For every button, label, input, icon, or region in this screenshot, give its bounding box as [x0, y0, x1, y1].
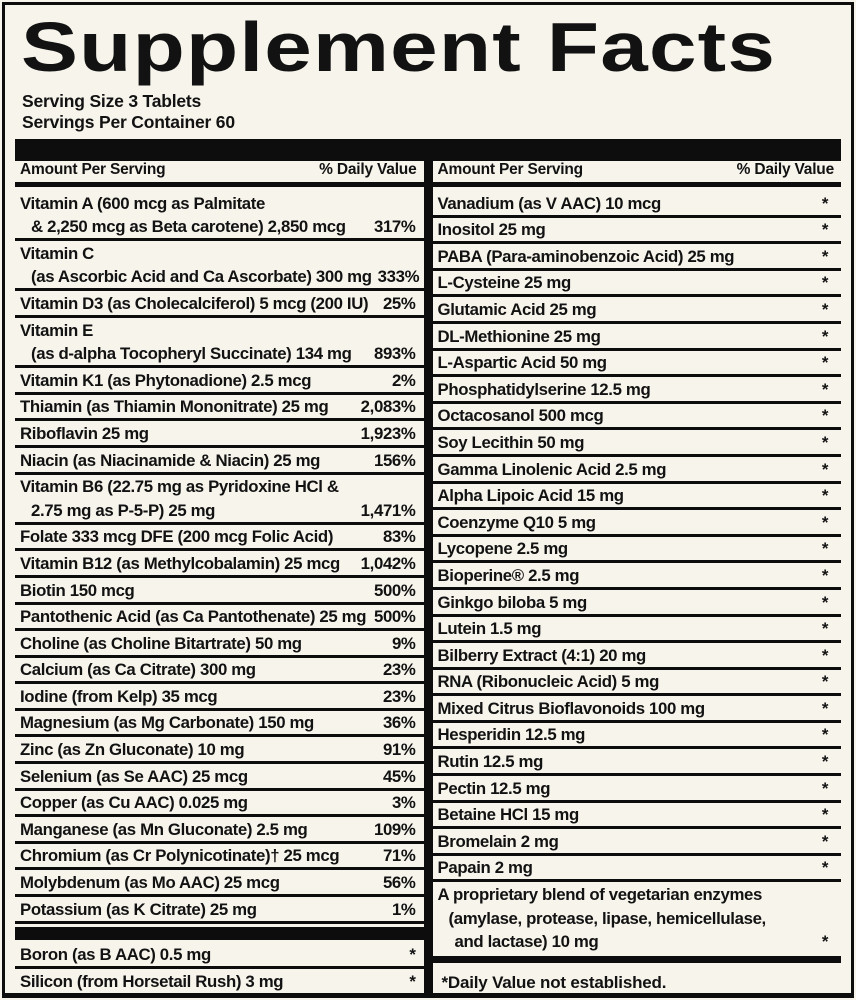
table-row — [433, 218, 842, 245]
table-row-line — [433, 696, 842, 720]
left-column — [15, 161, 424, 993]
table-row — [15, 684, 424, 711]
table-row-line — [433, 244, 842, 268]
ingredient-name: Magnesium (as Mg Carbonate) 150 mg — [20, 713, 314, 733]
table-row-line — [15, 191, 424, 215]
table-row — [15, 318, 424, 368]
ingredient-name: Vanadium (as V AAC) 10 mcg — [437, 193, 661, 213]
table-row — [15, 737, 424, 764]
daily-value: * — [821, 459, 828, 479]
ingredient-name: Choline (as Choline Bitartrate) 50 mg — [20, 633, 302, 653]
table-row-line — [15, 578, 424, 602]
daily-value: * — [821, 353, 828, 373]
table-row — [433, 457, 842, 484]
ingredient-name: Inositol 25 mg — [437, 220, 546, 240]
table-row-line — [15, 737, 424, 761]
ingredient-name: Vitamin B6 (22.75 mg as Pyridoxine HCl & — [20, 477, 339, 497]
table-row-line — [15, 551, 424, 575]
panel-title: Supplement Facts — [21, 8, 777, 86]
serving-size: Serving Size 3 Tablets — [22, 91, 202, 111]
table-row-line — [15, 844, 424, 868]
table-row-line — [433, 271, 842, 295]
table-row — [15, 421, 424, 448]
table-row — [15, 368, 424, 395]
ingredient-name: Bromelain 2 mg — [437, 831, 559, 851]
ingredient-name: and lactase) 10 mg — [454, 932, 599, 952]
ingredient-name: Rutin 12.5 mg — [437, 752, 543, 772]
daily-value: * — [821, 246, 828, 266]
ingredient-name: Phosphatidylserine 12.5 mg — [437, 379, 651, 399]
divider-bar-right-section — [433, 956, 842, 963]
table-row — [15, 870, 424, 897]
table-row — [433, 749, 842, 776]
table-row — [15, 844, 424, 871]
ingredient-name: Bilberry Extract (4:1) 20 mg — [437, 645, 646, 665]
daily-value: * — [821, 379, 828, 399]
daily-value: 1,923% — [360, 423, 416, 443]
table-row-line — [15, 943, 424, 967]
table-row-line — [15, 870, 424, 894]
table-row — [433, 696, 842, 723]
table-row-line — [15, 817, 424, 841]
daily-value: 1,042% — [360, 553, 416, 573]
table-row-line — [15, 342, 424, 366]
left-rows — [15, 191, 424, 924]
table-row-line — [433, 351, 842, 375]
table-row — [15, 764, 424, 791]
ingredient-name: DL-Methionine 25 mg — [437, 326, 601, 346]
table-row-line — [433, 856, 842, 880]
ingredient-name: Pectin 12.5 mg — [437, 778, 551, 798]
table-row — [433, 856, 842, 883]
table-row — [433, 430, 842, 457]
table-row-line — [15, 448, 424, 472]
daily-value: 3% — [391, 793, 416, 813]
ingredient-name: 2.75 mg as P-5-P) 25 mg — [31, 500, 216, 520]
ingredient-name: L-Cysteine 25 mg — [437, 273, 571, 293]
ingredient-name: RNA (Ribonucleic Acid) 5 mg — [437, 672, 659, 692]
table-row — [433, 244, 842, 271]
daily-value: * — [821, 725, 828, 745]
ingredient-name: Glutamic Acid 25 mg — [437, 299, 597, 319]
table-row-line — [433, 218, 842, 242]
table-row — [433, 803, 842, 830]
table-row-line — [15, 421, 424, 445]
table-row — [433, 191, 842, 218]
ingredient-name: (as Ascorbic Acid and Ca Ascorbate) 300 mg — [31, 267, 372, 287]
table-row-line — [433, 297, 842, 321]
daily-value: 2,083% — [360, 397, 416, 417]
ingredient-name: (as d-alpha Tocopheryl Succinate) 134 mg — [31, 344, 352, 364]
ingredient-name: Lycopene 2.5 mg — [437, 539, 568, 559]
daily-value: 9% — [391, 633, 416, 653]
daily-value: * — [821, 619, 828, 639]
table-row — [433, 563, 842, 590]
daily-value: 36% — [382, 713, 416, 733]
table-row-line — [433, 803, 842, 827]
ingredient-name: Chromium (as Cr Polynicotinate)† 25 mcg — [20, 846, 340, 866]
table-row — [15, 448, 424, 475]
daily-value: * — [821, 299, 828, 319]
daily-value: 91% — [382, 740, 416, 760]
daily-value: * — [821, 539, 828, 559]
daily-value: * — [409, 972, 416, 991]
daily-value: 1,471% — [360, 500, 416, 520]
daily-value: 56% — [382, 873, 416, 893]
table-row-line — [433, 590, 842, 614]
daily-value: 2% — [391, 370, 416, 390]
right-rows — [433, 191, 842, 953]
table-row-line — [15, 605, 424, 629]
table-row-line — [433, 191, 842, 215]
ingredient-name: Gamma Linolenic Acid 2.5 mg — [437, 459, 667, 479]
amount-per-serving-label: Amount Per Serving — [437, 161, 583, 178]
table-row — [433, 324, 842, 351]
ingredient-name: Copper (as Cu AAC) 0.025 mg — [20, 793, 248, 813]
daily-value-label: % Daily Value — [319, 161, 417, 178]
daily-value: * — [821, 486, 828, 506]
divider-bar-left-section — [15, 927, 424, 940]
table-row-line — [433, 404, 842, 428]
table-row — [433, 590, 842, 617]
table-row-line — [433, 324, 842, 348]
table-row — [433, 510, 842, 537]
table-row — [433, 723, 842, 750]
table-row-line — [15, 368, 424, 392]
ingredient-name: Vitamin E — [20, 320, 94, 340]
table-row — [433, 829, 842, 856]
table-row — [433, 271, 842, 298]
table-row — [15, 817, 424, 844]
ingredient-name: Vitamin A (600 mcg as Palmitate — [20, 193, 266, 213]
ingredient-name: Betaine HCl 15 mg — [437, 805, 579, 825]
table-row — [433, 643, 842, 670]
table-row — [15, 525, 424, 552]
table-row — [433, 404, 842, 431]
table-row — [15, 291, 424, 318]
table-row-line — [15, 711, 424, 735]
daily-value: * — [821, 672, 828, 692]
table-row — [15, 241, 424, 291]
ingredient-name: Vitamin C — [20, 243, 94, 263]
supplement-facts-panel — [2, 2, 854, 998]
table-row — [15, 475, 424, 525]
ingredient-name: Biotin 150 mcg — [20, 580, 135, 600]
ingredient-name: Lutein 1.5 mg — [437, 619, 542, 639]
table-row — [15, 631, 424, 658]
daily-value: * — [821, 805, 828, 825]
ingredient-name: Folate 333 mcg DFE (200 mcg Folic Acid) — [20, 527, 334, 547]
daily-value: * — [821, 326, 828, 346]
table-row-line — [433, 906, 842, 930]
table-row-line — [433, 377, 842, 401]
table-row-line — [433, 829, 842, 853]
table-row-line — [15, 475, 424, 499]
daily-value: * — [821, 406, 828, 426]
ingredient-name: Silicon (from Horsetail Rush) 3 mg — [20, 972, 284, 991]
daily-value: 333% — [377, 267, 420, 287]
daily-value: * — [821, 932, 828, 952]
table-row-line — [433, 537, 842, 561]
table-row-line — [433, 930, 842, 954]
daily-value: * — [821, 778, 828, 798]
table-row-line — [15, 265, 424, 289]
amount-per-serving-label: Amount Per Serving — [20, 161, 166, 178]
ingredient-name: Manganese (as Mn Gluconate) 2.5 mg — [20, 819, 308, 839]
daily-value: 500% — [373, 607, 416, 627]
table-row — [15, 711, 424, 738]
daily-value: * — [821, 592, 828, 612]
daily-value: * — [821, 273, 828, 293]
ingredient-name: Bioperine® 2.5 mg — [437, 565, 580, 585]
table-row — [433, 617, 842, 644]
table-row-line — [433, 670, 842, 694]
table-row — [433, 377, 842, 404]
table-row-line — [433, 484, 842, 508]
ingredient-name: Boron (as B AAC) 0.5 mg — [20, 945, 211, 965]
ingredient-name: Coenzyme Q10 5 mg — [437, 512, 596, 532]
ingredient-name: A proprietary blend of vegetarian enzymes — [437, 885, 762, 905]
daily-value: 1% — [391, 899, 416, 919]
table-row — [15, 943, 424, 970]
ingredient-name: PABA (Para-aminobenzoic Acid) 25 mg — [437, 246, 735, 266]
table-row — [15, 791, 424, 818]
ingredient-name: Selenium (as Se AAC) 25 mcg — [20, 766, 248, 786]
table-row — [15, 191, 424, 241]
ingredient-name: Mixed Citrus Bioflavonoids 100 mg — [437, 698, 705, 718]
daily-value-footnote: *Daily Value not established. — [441, 973, 667, 992]
table-row-line — [15, 791, 424, 815]
daily-value: 71% — [382, 846, 416, 866]
table-row-line — [433, 643, 842, 667]
daily-value: 500% — [373, 580, 416, 600]
table-row-line — [433, 430, 842, 454]
ingredient-name: Papain 2 mg — [437, 858, 533, 878]
ingredient-name: (amylase, protease, lipase, hemicellulase, — [448, 908, 766, 928]
divider-bar-top — [15, 139, 841, 161]
table-row-line — [433, 749, 842, 773]
ingredient-name: Molybdenum (as Mo AAC) 25 mcg — [20, 873, 280, 893]
daily-value: * — [821, 752, 828, 772]
daily-value: * — [821, 645, 828, 665]
table-row — [15, 605, 424, 632]
daily-value: * — [409, 945, 416, 965]
table-row — [15, 897, 424, 924]
ingredient-name: Thiamin (as Thiamin Mononitrate) 25 mg — [20, 397, 329, 417]
ingredient-name: Iodine (from Kelp) 35 mcg — [20, 686, 218, 706]
table-row — [433, 670, 842, 697]
table-row-line — [15, 525, 424, 549]
ingredient-name: Hesperidin 12.5 mg — [437, 725, 586, 745]
ingredient-name: Niacin (as Niacinamide & Niacin) 25 mg — [20, 450, 321, 470]
table-row-line — [15, 631, 424, 655]
table-row-line — [15, 215, 424, 239]
ingredient-name: Calcium (as Ca Citrate) 300 mg — [20, 660, 256, 680]
ingredient-name: Zinc (as Zn Gluconate) 10 mg — [20, 740, 245, 760]
right-column — [433, 161, 842, 993]
table-row — [433, 537, 842, 564]
servings-per-container: Servings Per Container 60 — [22, 112, 235, 132]
table-row-line — [433, 882, 842, 906]
ingredient-name: Potassium (as K Citrate) 25 mg — [20, 899, 257, 919]
ingredient-name: Vitamin K1 (as Phytonadione) 2.5 mcg — [20, 370, 312, 390]
table-row — [15, 551, 424, 578]
daily-value: 45% — [382, 766, 416, 786]
table-row-line — [15, 318, 424, 342]
table-row — [433, 351, 842, 378]
daily-value: * — [821, 698, 828, 718]
right-column-header — [433, 161, 842, 187]
ingredient-name: Pantothenic Acid (as Ca Pantothenate) 25 mg — [20, 607, 367, 627]
table-row-line — [15, 498, 424, 522]
table-row — [433, 297, 842, 324]
daily-value: * — [821, 432, 828, 452]
table-row — [15, 395, 424, 422]
table-row — [433, 776, 842, 803]
daily-value: 156% — [373, 450, 416, 470]
ingredient-name: Ginkgo biloba 5 mg — [437, 592, 587, 612]
table-row-line — [433, 723, 842, 747]
ingredient-name: & 2,250 mcg as Beta carotene) 2,850 mcg — [31, 217, 346, 237]
ingredient-name: Soy Lecithin 50 mg — [437, 432, 585, 452]
daily-value: 317% — [373, 217, 416, 237]
table-row-line — [15, 291, 424, 315]
daily-value: 109% — [373, 819, 416, 839]
column-divider — [424, 161, 433, 993]
table-row — [15, 658, 424, 685]
table-row — [15, 969, 424, 993]
table-row — [15, 578, 424, 605]
daily-value: 25% — [382, 293, 416, 313]
left-column-header — [15, 161, 424, 187]
table-row — [433, 882, 842, 953]
ingredient-name: Vitamin B12 (as Methylcobalamin) 25 mcg — [20, 553, 340, 573]
table-row-line — [433, 776, 842, 800]
table-row-line — [15, 897, 424, 921]
ingredient-name: Vitamin D3 (as Cholecalciferol) 5 mcg (200 IU) — [20, 293, 369, 313]
daily-value: * — [821, 512, 828, 532]
daily-value: 23% — [382, 686, 416, 706]
daily-value: * — [821, 831, 828, 851]
daily-value: 83% — [382, 527, 416, 547]
ingredient-name: Riboflavin 25 mg — [20, 423, 149, 443]
table-row-line — [15, 684, 424, 708]
ingredient-name: Octacosanol 500 mcg — [437, 406, 604, 426]
table-row-line — [15, 241, 424, 265]
table-row-line — [433, 617, 842, 641]
table-row-line — [15, 395, 424, 419]
ingredient-name: L-Aspartic Acid 50 mg — [437, 353, 607, 373]
daily-value: * — [821, 858, 828, 878]
table-row-line — [15, 658, 424, 682]
daily-value: 893% — [373, 344, 416, 364]
daily-value-label: % Daily Value — [736, 161, 834, 178]
table-row-line — [15, 764, 424, 788]
table-row-line — [433, 510, 842, 534]
daily-value: * — [821, 193, 828, 213]
daily-value: * — [821, 220, 828, 240]
left-no-dv-rows — [15, 943, 424, 993]
table-row — [433, 484, 842, 511]
table-row-line — [15, 969, 424, 993]
ingredient-name: Alpha Lipoic Acid 15 mg — [437, 486, 624, 506]
table-row-line — [433, 457, 842, 481]
facts-columns — [15, 161, 841, 993]
daily-value: * — [821, 565, 828, 585]
daily-value: 23% — [382, 660, 416, 680]
serving-info — [22, 91, 841, 133]
table-row-line — [433, 563, 842, 587]
